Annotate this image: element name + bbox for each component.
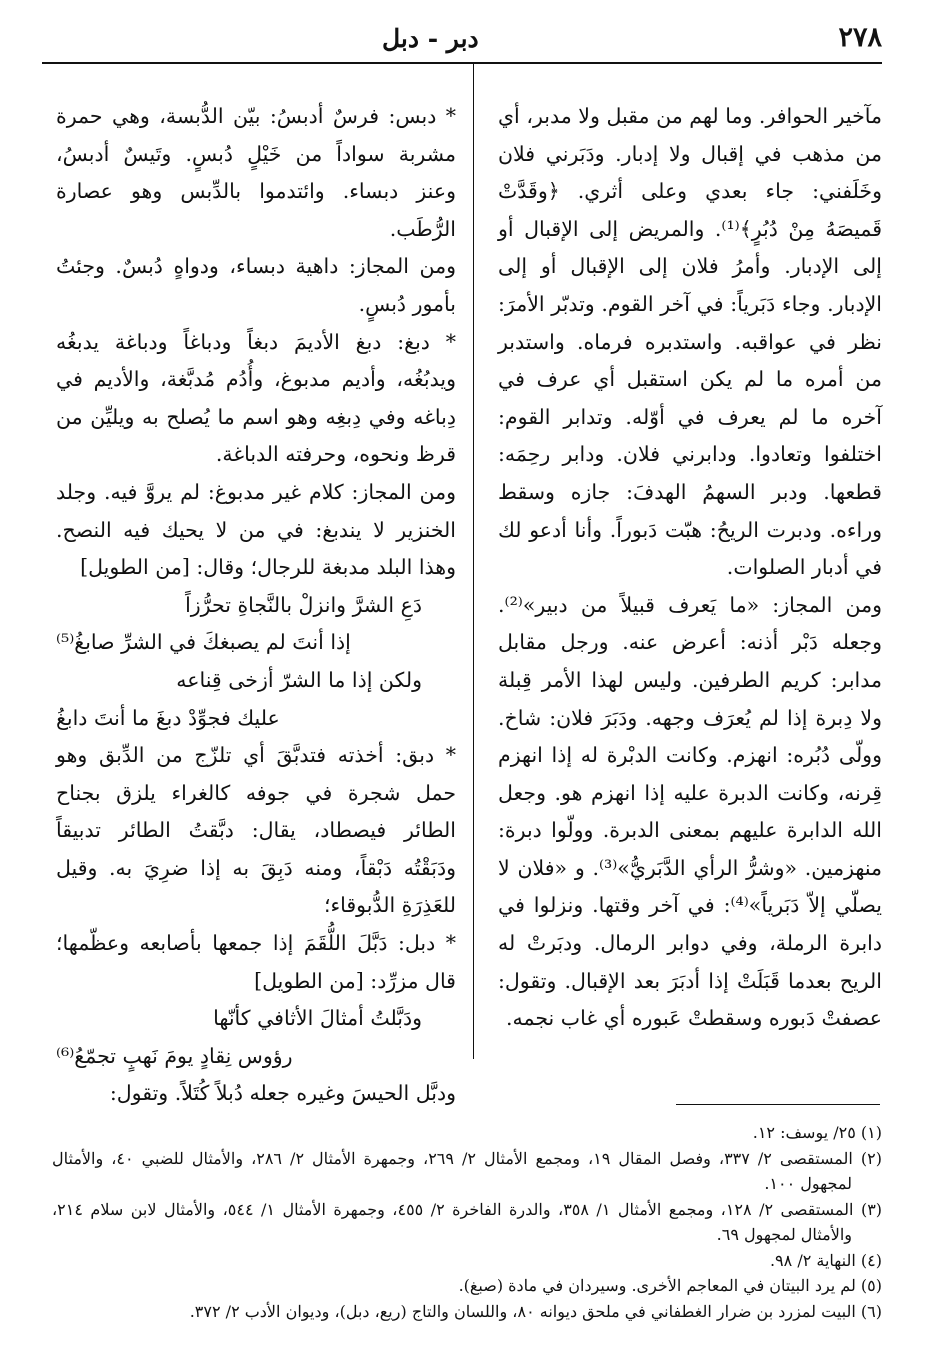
entry-dabs-majaz: ومن المجاز: داهية دبساء، ودواهٍ دُبسٌ. وجئتُ بأمور دُبسٍ. xyxy=(56,254,456,316)
verse-line: ودَبَّلتُ أمثالَ الأثافي كأنّها xyxy=(213,1006,422,1031)
page-header xyxy=(42,22,882,64)
footnote-item: (٥) لم يرد البيتان في المعاجم الأخرى. وسيردان في مادة (صبغ). xyxy=(458,1276,882,1295)
footnote-item: (٢) المستقصى ٢/ ٣٣٧، وفصل المقال ١٩، ومجمع الأمثال ٢/ ٢٦٩، وجمهرة الأمثال ٢/ ٢٨٦، والأمثال للضبي ٤٠، والأمثال لمجهول ١٠٠. xyxy=(52,1148,882,1193)
footnote-separator xyxy=(676,1104,880,1105)
footnote-item: (٤) النهاية ٢/ ٩٨. xyxy=(769,1250,882,1270)
verse-line: رؤوس نِقادٍ يومَ نَهبٍ تجمّعُ⁽⁶⁾ xyxy=(56,1043,293,1068)
entry-dabgh-majaz: ومن المجاز: كلام غير مدبوغ: لم يروَّ فيه. وجلد الخنزير لا يندبغ: في من لا يحيك فيه النصح. وهذا البلد مدبغة للرجال؛ وقال: [من الطويل] xyxy=(56,479,456,580)
entry-dabr-paragraph: مآخير الحوافر. وما لهم من مقبل ولا مدبر، أي من مذهب في إقبال ولا إدبار. ودَبَرني فلان وخَلَفني: جاء بعدي وعلى أثري. ﴿وقَدَّتْ قَميصَهُ مِنْ دُبُرٍ﴾⁽¹⁾. والمريض إلى الإقبال أو إلى الإدبار. وأمرُ فلان إلى الإقبال أو إلى الإدبار. وجاء دَبَرياً: في آخر القوم. وتدبّر الأمرَ: نظر في عواقبه. واستدبره فرماه. واستدبر من أمره ما لم يكن استقبل أي عرف في آخره ما لم يعرف في أوّله. وتدابر القوم: اختلفوا وتعادوا. ودابرني فلان. ودابر رحِمَه: قطعها. ودبر السهمُ الهدفَ: جازه وسقط وراءه. ودبرت الريحُ: هبّت دَبوراً. وأنا أدعو لك في أدبار الصلوات. xyxy=(498,104,882,580)
footnotes xyxy=(52,1120,882,1324)
verse-line: عليك فجوِّدْ دبغَ ما أنتَ دابغُ xyxy=(56,705,280,730)
verse-line: ولكن إذا ما الشرّ أزخى قِناعه xyxy=(176,667,422,692)
footnote-item: (٦) البيت لمزرد بن ضرار الغطفاني في ملحق ديوانه ٨٠، واللسان والتاج (ريع، دبل)، وديوان الأدب ٢/ ٣٧٢. xyxy=(189,1301,882,1321)
right-column xyxy=(498,98,882,1038)
entry-dabl-end: ودبَّل الحيسَ وغيره جعله دُبلاً كُتَلاً. وتقول: xyxy=(109,1081,456,1106)
page-number: ٢٧٨ xyxy=(838,22,882,53)
page-title: دبر - دبل xyxy=(382,24,479,53)
entry-dabgh: * دبغ: دبغ الأديمَ دبغاً ودباغاً ودباغة يدبغُه ويدبُغُه، وأديم مدبوغ، وأُدُم مُدبَّغة، والأديم في دِباغه وفي دِبغِه وهو اسم ما يُصلح به ويليِّن من قرظ ونحوه، وحرفته الدباغة. xyxy=(56,329,456,467)
footnote-item: (١) ٢٥/ يوسف: ١٢. xyxy=(752,1123,882,1142)
left-column xyxy=(56,98,456,1113)
entry-dabs: * دبس: فرسٌ أدبسُ: بيّن الدُّبسة، وهي حمرة مشربة سواداً من خَيْلٍ دُبسٍ. وتَيسٌ أدبسُ، وعنز دبساء. وائتدموا بالدِّبس وهو عصارة الرُّطَب. xyxy=(56,104,456,241)
column-divider xyxy=(473,64,474,1059)
entry-dabl: * دبل: دَبَّلَ اللُّقَمَ إذا جمعها بأصابعه وعظّمها؛ قال مزرِّد: [من الطويل] xyxy=(56,931,456,993)
footnote-item: (٣) المستقصى ٢/ ١٢٨، ومجمع الأمثال ١/ ٣٥٨، والدرة الفاخرة ٢/ ٤٥٥، وجمهرة الأمثال ١/ ٥٤٤، والأمثال لابن سلام ٢١٤، والأمثال لمجهول ٦٩. xyxy=(52,1199,883,1244)
verse-line: إذا أنتَ لم يصبغكَ في الشرِّ صابغُ⁽⁵⁾ xyxy=(56,630,351,655)
entry-dabr-majaz-paragraph: ومن المجاز: «ما يَعرف قبيلاً من دبير»⁽²⁾. وجعله دَبْر أذنه: أعرض عنه. ورجل مقابل مدابر: كريم الطرفين. وليس لهذا الأمر قِبلة ولا دِبرة إذا لم يُعرَف وجهه. ودَبَرَ فلان: شاخ. وولّى دُبُره: انهزم. وكانت الدبْرة له إذا انهزم قِرنه، وكانت الدبرة عليه إذا انهزم هو. وجعل الله الدابرة عليهم بمعنى الدبرة. وولّوا دبرة: منهزمين. «وشرُّ الرأي الدَّبَريُّ»⁽³⁾. و «فلان لا يصلّي إلاّ دَبَرياً»⁽⁴⁾: في آخر وقتها. ونزلوا في دابرة الرملة، وفي دوابر الرمال. ودبَرتْ له الريح بعدما قَبَلَتْ إذا أدبَرَ بعد الإقبال. وتقول: عصفتْ دَبوره وسقطتْ عَبوره أي غاب نجمه. xyxy=(498,592,882,1031)
verse-line: دَعِ الشرَّ وانزلْ بالنَّجاةِ تحرُّزاً xyxy=(185,592,422,617)
entry-dabq: * دبق: أخذته فتدبَّقَ أي تلزّج من الدِّبق وهو حمل شجرة في جوفه كالغراء يلزق بجناح الطائر فيصطاد، يقال: دبَّقتُ الطائر تدبيقاً ودَبَقْتُه دَبْقاً، ومنه دَبِقَ به إذا ضرِيَ به. وقيل للعَذِرَةِ الدُّبوقاء؛ xyxy=(56,743,456,918)
